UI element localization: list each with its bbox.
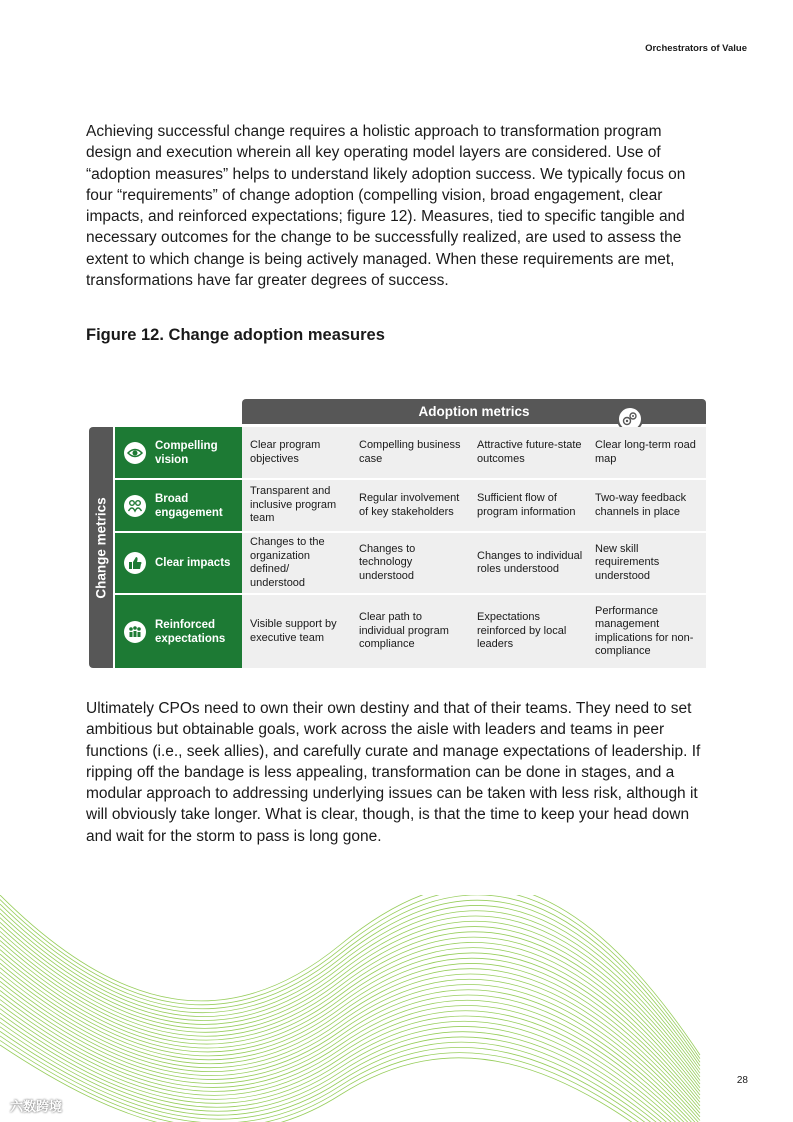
table-cell: Sufficient flow of program information (469, 480, 587, 531)
table-cell: Visible support by executive team (242, 595, 351, 668)
table-cell: Two-way feedback channels in place (587, 480, 706, 531)
table-cell: Clear long-term road map (587, 427, 706, 478)
table-cell: Compelling business case (351, 427, 469, 478)
change-metrics-bar (89, 427, 113, 668)
team-icon (123, 620, 147, 644)
decorative-waves (0, 895, 793, 1122)
table-row (115, 595, 706, 668)
table-row (115, 533, 706, 593)
wave-line (0, 1022, 700, 1122)
row-header-reinforced-expectations (115, 595, 242, 668)
table-row (115, 480, 706, 531)
wave-line (0, 895, 700, 1055)
running-header: Orchestrators of Value (645, 43, 747, 54)
row-label: Reinforced expectations (155, 618, 226, 645)
table-cell: Clear program objectives (242, 427, 351, 478)
row-label: Clear impacts (155, 557, 231, 569)
table-cell: Regular involvement of key stakeholders (351, 480, 469, 531)
adoption-metrics-header: Adoption metrics (242, 399, 706, 424)
thumbs-up-icon (123, 551, 147, 575)
table-cell: Performance management implications for non-compliance (587, 595, 706, 668)
row-label: Broad engagement (155, 492, 223, 519)
change-metrics-label: Change metrics (93, 496, 109, 599)
table-cell: Transparent and inclusive program team (242, 480, 351, 531)
watermark-logo: 六数跨境 (10, 1099, 63, 1114)
wave-line (0, 963, 700, 1109)
row-header-compelling-vision (115, 427, 242, 478)
table-cell: Changes to technology understood (351, 533, 469, 593)
wave-line (0, 927, 700, 1085)
wave-line (0, 968, 700, 1113)
table-cell: New skill requirements understood (587, 533, 706, 593)
row-label: Compelling vision (155, 439, 218, 466)
table-cell: Clear path to individual program compliance (351, 595, 469, 668)
wave-line (0, 1040, 700, 1122)
eye-icon (123, 441, 147, 465)
table-cell: Changes to individual roles understood (469, 533, 587, 593)
figure-title: Figure 12. Change adoption measures (86, 326, 385, 344)
people-icon (123, 494, 147, 518)
body-paragraph-2: Ultimately CPOs need to own their own destiny and that of their teams. They need to set ambitious but obtainable goals, work across the aisle with leaders and teams in peer functions (i.e., seek allies), and carefully curate and manage expectations of leadership. If ripping off the bandage is less appealing, transformation can be done in stages, and a modular approach to addressing underlying issues can be taken with less risk, although it will obviously take longer. What is clear, though, is that the time to keep your head down and wait for the storm to pass is long gone. (86, 700, 701, 845)
row-header-clear-impacts (115, 533, 242, 593)
row-header-broad-engagement (115, 480, 242, 531)
page-number: 28 (736, 1075, 748, 1086)
table-cell: Expectations reinforced by local leaders (469, 595, 587, 668)
table-row (115, 427, 706, 478)
table-cell: Changes to the organization defined/ understood (242, 533, 351, 593)
body-paragraph-1: Achieving successful change requires a holistic approach to transformation program design and execution wherein all key operating model layers are considered. Use of “adoption measures” helps to understand likely adoption success. We typically focus on four “requirements” of change adoption (compelling vision, broad engagement, clear impacts, and reinforced expectations; figure 12). Measures, tied to specific tangible and necessary outcomes for the change to be successfully realized, are used to assess the extent to which change is being actively managed. When these requirements are met, transformations have far greater degrees of success. (86, 123, 686, 290)
table-cell: Attractive future-state outcomes (469, 427, 587, 478)
wave-line (0, 972, 700, 1117)
